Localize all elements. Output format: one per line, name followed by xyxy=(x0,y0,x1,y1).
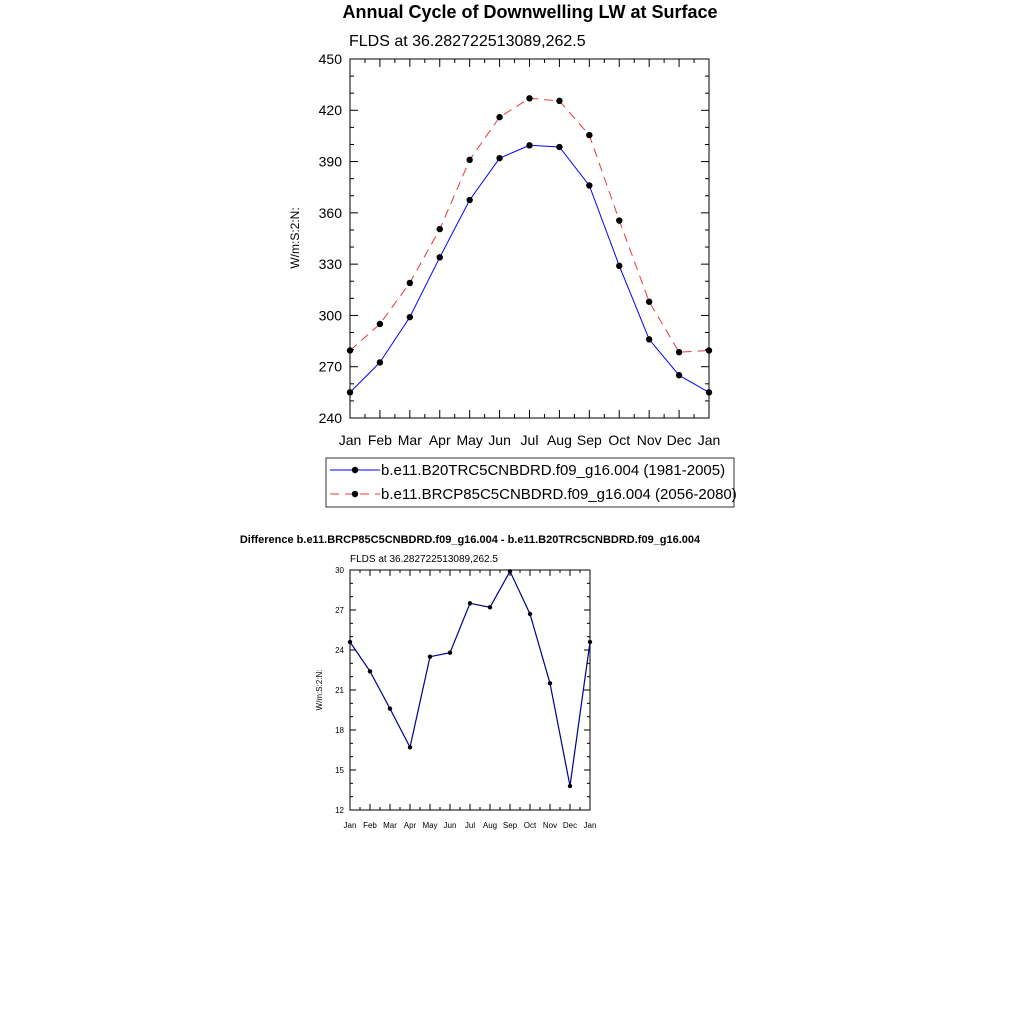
main-xtick-label: Oct xyxy=(608,432,631,448)
main-series-2-point xyxy=(377,321,383,327)
diff-series-1-point xyxy=(488,605,492,609)
main-series-2-point xyxy=(496,114,502,120)
main-xtick-label: Jul xyxy=(520,432,539,448)
diff-xtick-label: Aug xyxy=(482,821,498,830)
diff-ytick-label: 30 xyxy=(335,565,344,575)
diff-series-1-point xyxy=(508,569,512,573)
diff-series-1-point xyxy=(568,784,572,788)
main-chart-title: Annual Cycle of Downwelling LW at Surface xyxy=(342,2,718,22)
main-xtick-label: Sep xyxy=(576,432,602,448)
diff-ytick-label: 21 xyxy=(335,685,344,695)
diff-xtick-label: Sep xyxy=(502,821,518,830)
diff-ytick-label: 18 xyxy=(335,725,344,735)
diff-xtick-label: May xyxy=(422,821,438,830)
diff-xtick-label: Jan xyxy=(343,821,357,830)
diff-series-1-point xyxy=(388,706,392,710)
legend-entry-series2 xyxy=(330,486,737,503)
main-series-group xyxy=(347,95,712,395)
main-ytick-label: 420 xyxy=(318,102,342,119)
main-xtick-label: Aug xyxy=(546,432,572,448)
main-series-2-point xyxy=(706,347,712,353)
diff-series-1-point xyxy=(428,654,432,658)
main-series-1-point xyxy=(407,314,413,320)
diff-chart xyxy=(240,534,701,830)
legend-label-series1: b.e11.B20TRC5CNBDRD.f09_g16.004 (1981-2005) xyxy=(381,462,726,479)
main-x-ticks xyxy=(339,59,721,448)
main-series-line-2 xyxy=(350,98,709,352)
main-ytick-label: 330 xyxy=(318,256,342,273)
main-xtick-label: Jan xyxy=(697,432,721,448)
main-xtick-label: Dec xyxy=(666,432,692,448)
diff-series-1-point xyxy=(408,745,412,749)
main-series-2-point xyxy=(466,157,472,163)
main-ytick-label: 360 xyxy=(318,204,342,221)
main-y-ticks xyxy=(319,51,709,426)
main-xtick-label: Nov xyxy=(636,432,662,448)
main-series-2-point xyxy=(616,217,622,223)
main-series-1-point xyxy=(556,144,562,150)
main-series-2-point xyxy=(586,132,592,138)
diff-chart-ylabel: W/m:S:2:N: xyxy=(315,669,324,711)
diff-xtick-label: Feb xyxy=(363,821,377,830)
main-xtick-label: Jan xyxy=(338,432,362,448)
diff-xtick-label: Nov xyxy=(542,821,558,830)
main-xtick-label: Apr xyxy=(428,432,451,448)
main-chart-subtitle: FLDS at 36.282722513089,262.5 xyxy=(349,33,586,50)
diff-xtick-label: Jun xyxy=(443,821,457,830)
diff-chart-title: Difference b.e11.BRCP85C5CNBDRD.f09_g16.004 - b.e11.B20TRC5CNBDRD.f09_g16.004 xyxy=(239,534,701,546)
main-series-2-point xyxy=(646,299,652,305)
main-xtick-label: May xyxy=(456,432,483,448)
main-ytick-label: 390 xyxy=(318,153,342,170)
main-series-1-point xyxy=(347,389,353,395)
diff-xtick-label: Mar xyxy=(383,821,397,830)
main-chart-ylabel: W/m:S:2:N: xyxy=(288,207,302,269)
main-series-2-point xyxy=(437,226,443,232)
main-series-1-point xyxy=(586,182,592,188)
diff-series-1-point xyxy=(448,650,452,654)
main-xtick-label: Mar xyxy=(397,432,422,448)
diff-series-1-point xyxy=(368,669,372,673)
main-series-2-point xyxy=(556,98,562,104)
diff-xtick-label: Oct xyxy=(523,821,537,830)
main-series-1-point xyxy=(646,336,652,342)
main-series-1-point xyxy=(616,263,622,269)
main-series-1-point xyxy=(437,254,443,260)
main-series-1-point xyxy=(706,389,712,395)
diff-xtick-label: Dec xyxy=(562,821,578,830)
diff-series-1-point xyxy=(588,640,592,644)
main-chart xyxy=(288,2,737,507)
main-xtick-label: Jun xyxy=(488,432,511,448)
main-ytick-label: 240 xyxy=(318,409,342,426)
diff-x-ticks xyxy=(344,570,597,830)
main-series-1-point xyxy=(526,142,532,148)
main-series-2-point xyxy=(526,95,532,101)
main-series-2-point xyxy=(407,280,413,286)
diff-series-1-point xyxy=(548,681,552,685)
diff-xtick-label: Jul xyxy=(464,821,476,830)
diff-ytick-label: 27 xyxy=(335,605,344,615)
diff-ytick-label: 15 xyxy=(335,765,344,775)
diff-chart-subtitle: FLDS at 36.282722513089,262.5 xyxy=(350,554,498,565)
diff-series-1-point xyxy=(528,612,532,616)
main-series-1-point xyxy=(377,359,383,365)
diff-ytick-label: 24 xyxy=(335,645,344,655)
main-series-1-point xyxy=(466,197,472,203)
main-ytick-label: 300 xyxy=(318,307,342,324)
main-ytick-label: 270 xyxy=(318,358,342,375)
diff-series-group xyxy=(348,569,592,788)
diff-xtick-label: Apr xyxy=(403,821,417,830)
legend-label-series2: b.e11.BRCP85C5CNBDRD.f09_g16.004 (2056-2080) xyxy=(381,486,737,503)
main-series-1-point xyxy=(676,372,682,378)
legend-marker-series2 xyxy=(352,491,358,497)
main-series-2-point xyxy=(347,347,353,353)
legend-entry-series1 xyxy=(330,462,725,479)
main-plot-frame xyxy=(350,59,709,418)
main-xtick-label: Feb xyxy=(367,432,392,448)
diff-plot-frame xyxy=(350,570,590,810)
main-series-line-1 xyxy=(350,145,709,392)
main-series-1-point xyxy=(496,155,502,161)
main-ytick-label: 450 xyxy=(318,50,342,67)
diff-series-1-point xyxy=(348,640,352,644)
main-legend xyxy=(326,458,737,507)
diff-xtick-label: Jan xyxy=(583,821,597,830)
legend-marker-series1 xyxy=(352,467,358,473)
diff-ytick-label: 12 xyxy=(335,805,344,815)
main-series-2-point xyxy=(676,349,682,355)
diff-series-1-point xyxy=(468,601,472,605)
